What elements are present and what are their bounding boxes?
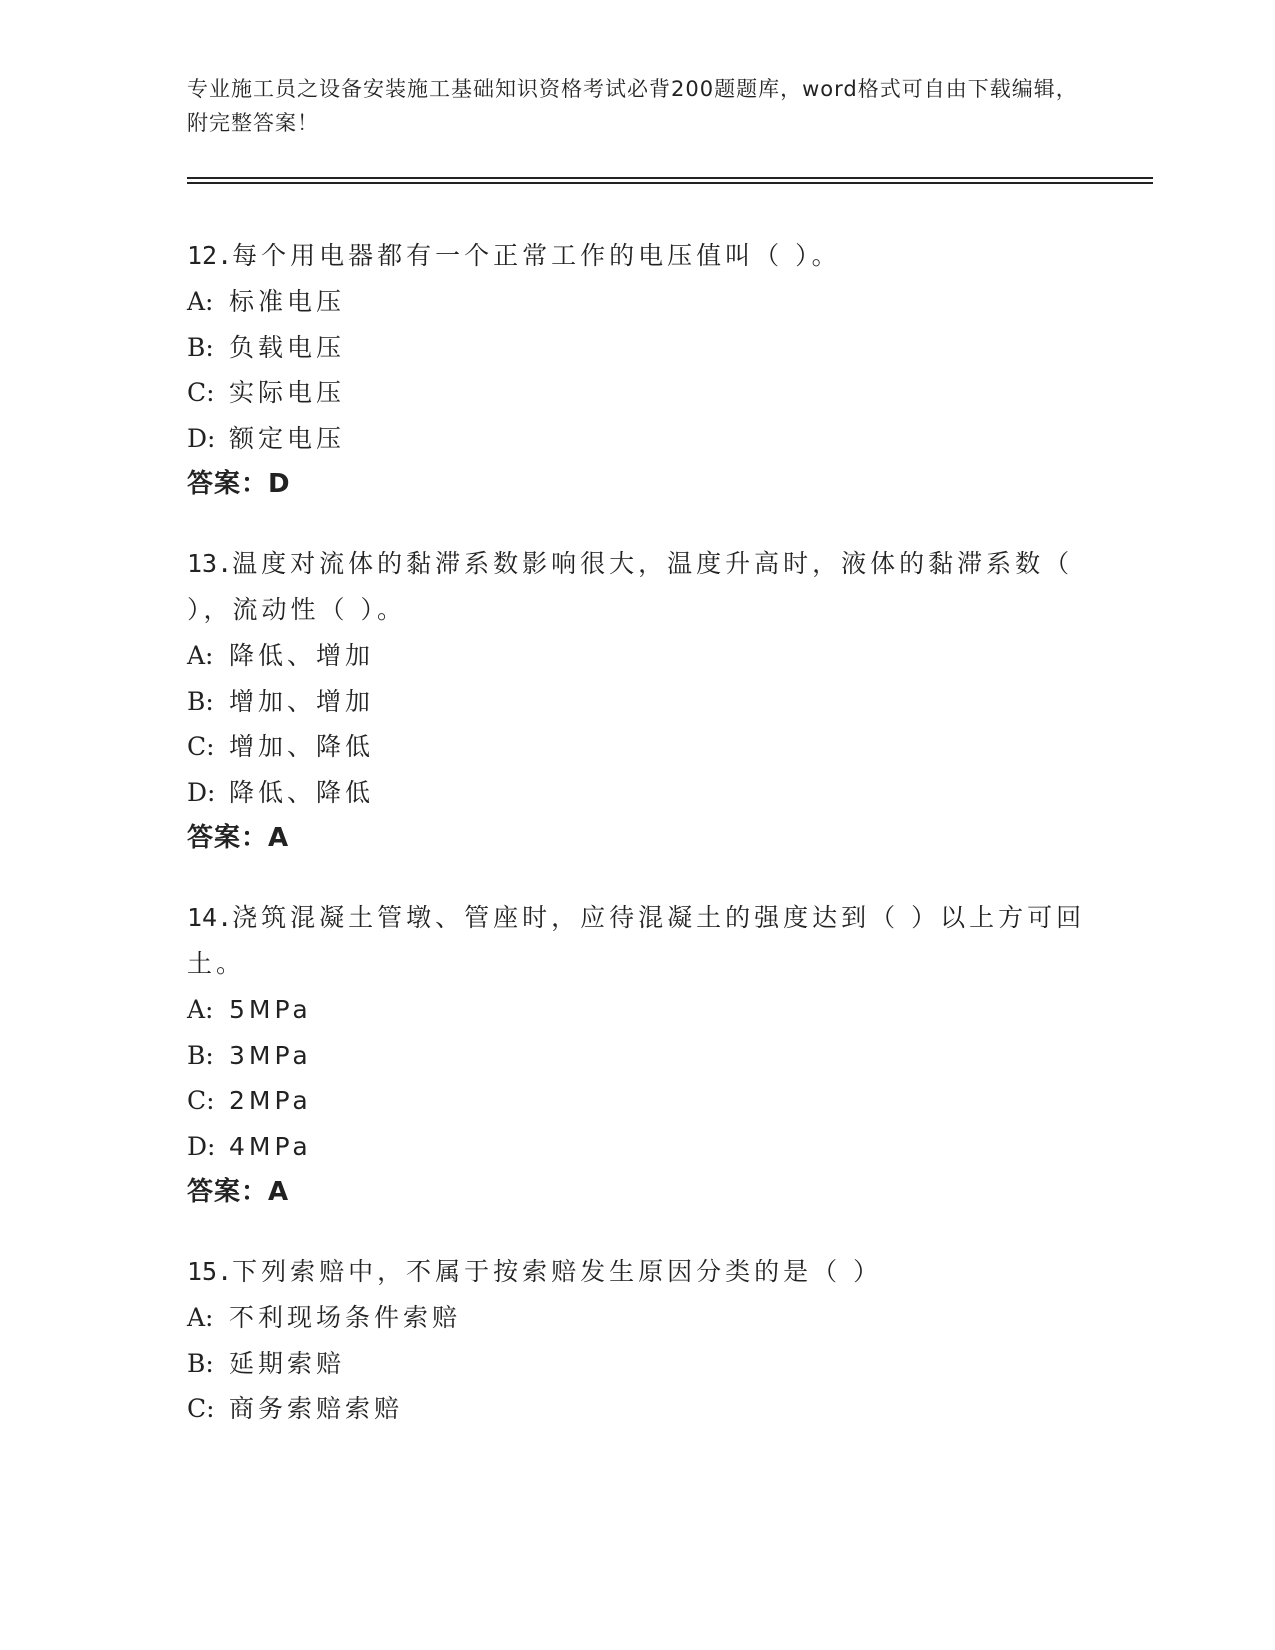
option-text: 额定电压	[229, 423, 346, 453]
question-stem	[187, 233, 1087, 279]
question-stem	[187, 895, 1087, 987]
option-letter: D:	[187, 777, 216, 807]
option-letter: C:	[187, 1086, 215, 1115]
option-letter: D:	[187, 423, 216, 453]
option-text: 延期索赔	[229, 1348, 346, 1378]
option-letter: C:	[187, 1394, 215, 1423]
option-text: 降低、增加	[229, 641, 375, 670]
document-header: 专业施工员之设备安装施工基础知识资格考试必背200题题库，word格式可自由下载编辑，附完整答案！	[187, 77, 1078, 135]
option-a	[187, 633, 1087, 679]
option-letter: D:	[187, 1131, 216, 1161]
option-d	[187, 416, 1087, 462]
option-c	[187, 1386, 1087, 1432]
option-letter: B:	[187, 686, 214, 716]
question-stem	[187, 541, 1087, 633]
option-c	[187, 370, 1087, 416]
header-divider-top	[187, 177, 1153, 179]
option-d	[187, 1124, 1087, 1170]
option-letter: B:	[187, 1040, 214, 1070]
option-text: 2MPa	[229, 1086, 312, 1115]
question-stem	[187, 1249, 1087, 1295]
option-c	[187, 1078, 1087, 1124]
option-letter: C:	[187, 378, 215, 407]
option-text: 负载电压	[229, 332, 346, 362]
option-c	[187, 724, 1087, 770]
option-b	[187, 1341, 1087, 1387]
option-text: 增加、降低	[229, 732, 375, 761]
option-letter: A:	[187, 641, 214, 670]
question-text: 温度对流体的黏滞系数影响很大，温度升高时，液体的黏滞系数（ ），流动性（ ）。	[187, 549, 1074, 624]
option-text: 标准电压	[229, 287, 346, 316]
option-b	[187, 679, 1087, 725]
option-letter: A:	[187, 287, 214, 316]
question-number: 14.	[187, 903, 233, 932]
option-letter: B:	[187, 1348, 214, 1378]
question-14	[187, 895, 1087, 1215]
option-letter: C:	[187, 732, 215, 761]
header-divider-bottom	[187, 182, 1153, 184]
option-b	[187, 325, 1087, 371]
option-text: 不利现场条件索赔	[229, 1303, 462, 1332]
question-text: 浇筑混凝土管墩、管座时，应待混凝土的强度达到（ ）以上方可回土。	[187, 903, 1086, 978]
option-a	[187, 987, 1087, 1033]
option-letter: B:	[187, 332, 214, 362]
option-text: 4MPa	[229, 1131, 312, 1161]
question-13	[187, 541, 1087, 861]
option-text: 增加、增加	[229, 686, 375, 716]
answer-line: 答案：D	[187, 469, 291, 499]
answer-line: 答案：A	[187, 823, 290, 853]
question-text: 下列索赔中，不属于按索赔发生原因分类的是（ ）	[232, 1257, 883, 1286]
question-text: 每个用电器都有一个正常工作的电压值叫（ ）。	[232, 241, 841, 270]
option-text: 实际电压	[229, 378, 346, 407]
question-number: 13.	[187, 549, 233, 578]
option-letter: A:	[187, 995, 214, 1024]
question-number: 12.	[187, 241, 233, 270]
question-12	[187, 233, 1087, 507]
option-text: 商务索赔索赔	[229, 1394, 404, 1423]
option-letter: A:	[187, 1303, 214, 1332]
option-a	[187, 279, 1087, 325]
option-text: 5MPa	[229, 995, 312, 1024]
question-list	[187, 233, 1087, 1466]
answer-line: 答案：A	[187, 1177, 290, 1207]
option-b	[187, 1033, 1087, 1079]
option-text: 降低、降低	[229, 777, 375, 807]
option-d	[187, 770, 1087, 816]
question-15	[187, 1249, 1087, 1432]
option-text: 3MPa	[229, 1040, 312, 1070]
question-number: 15.	[187, 1257, 233, 1286]
option-a	[187, 1295, 1087, 1341]
